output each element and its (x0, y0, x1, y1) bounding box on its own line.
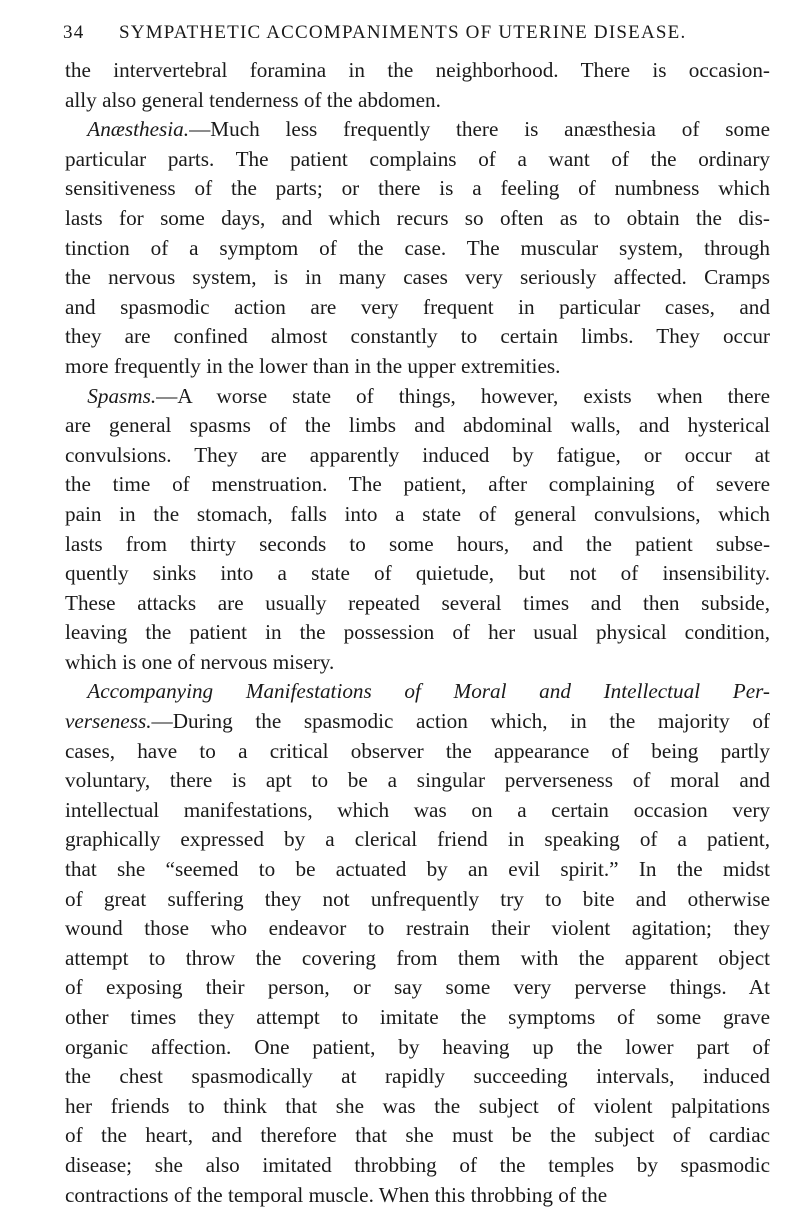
text-line (65, 263, 770, 293)
line-text: sensitiveness of the parts; or there is a feeling of numbness which (65, 176, 770, 201)
line-text: more frequently in the lower than in the upper extremities. (65, 353, 561, 378)
line-text: —A worse state of things, however, exists when there (156, 383, 770, 408)
text-line (65, 470, 770, 500)
line-text: voluntary, there is apt to be a singular perverseness of moral and (65, 768, 770, 793)
text-line (65, 382, 770, 412)
text-line (65, 589, 770, 619)
run-in-heading: Accompanying Manifestations of Moral and Intellectual Per- (87, 679, 770, 704)
text-line (65, 1121, 770, 1151)
line-text: pain in the stomach, falls into a state of general convulsions, which (65, 501, 770, 526)
text-line (65, 234, 770, 264)
text-line (65, 648, 770, 678)
run-in-heading: Anæsthesia. (87, 117, 190, 142)
text-line (65, 559, 770, 589)
line-text: tinction of a symptom of the case. The muscular system, through (65, 235, 770, 260)
run-in-heading: verseness. (65, 709, 152, 734)
page-number: 34 (63, 22, 85, 43)
line-text: convulsions. They are apparently induced by fatigue, or occur at (65, 442, 770, 467)
text-line (65, 322, 770, 352)
line-text: of the heart, and therefore that she must be the subject of cardiac (65, 1123, 770, 1148)
line-text: ally also general tenderness of the abdomen. (65, 87, 441, 112)
text-line (65, 737, 770, 767)
text-line (65, 944, 770, 974)
text-line (65, 677, 770, 707)
run-in-heading: Spasms. (87, 383, 157, 408)
text-line (65, 352, 770, 382)
line-text: These attacks are usually repeated several times and then subside, (65, 590, 770, 615)
text-line (65, 1092, 770, 1122)
body-text (65, 56, 770, 1210)
line-text: the nervous system, is in many cases very seriously affected. Cramps (65, 265, 770, 290)
line-text: other times they attempt to imitate the symptoms of some grave (65, 1005, 770, 1029)
text-line (65, 145, 770, 175)
line-text: wound those who endeavor to restrain their violent agitation; they (65, 916, 770, 941)
running-head (65, 22, 770, 44)
line-text: that she “seemed to be actuated by an evil spirit.” In the midst (65, 857, 770, 882)
text-line (65, 174, 770, 204)
text-line (65, 1062, 770, 1092)
line-text: cases, have to a critical observer the appearance of being partly (65, 738, 770, 763)
line-text: lasts for some days, and which recurs so often as to obtain the dis- (65, 205, 770, 230)
text-line (65, 766, 770, 796)
running-title: SYMPATHETIC ACCOMPANIMENTS OF UTERINE DISEASE. (119, 22, 687, 43)
line-text: the time of menstruation. The patient, after complaining of severe (65, 472, 770, 497)
line-text: they are confined almost constantly to certain limbs. They occur (65, 324, 770, 349)
line-text: graphically expressed by a clerical friend in speaking of a patient, (65, 827, 770, 852)
text-line (65, 825, 770, 855)
book-page (65, 22, 770, 1210)
line-text: lasts from thirty seconds to some hours, and the patient subse- (65, 531, 770, 556)
text-line (65, 1181, 770, 1211)
text-line (65, 530, 770, 560)
line-text: the intervertebral foramina in the neighborhood. There is occasion- (65, 58, 770, 82)
line-text: attempt to throw the covering from them with the apparent object (65, 945, 770, 970)
line-text: leaving the patient in the possession of her usual physical condition, (65, 620, 770, 645)
text-line (65, 411, 770, 441)
text-line (65, 115, 770, 145)
line-text: intellectual manifestations, which was on a certain occasion very (65, 797, 770, 822)
line-text: quently sinks into a state of quietude, but not of insensibility. (65, 561, 770, 586)
text-line (65, 204, 770, 234)
text-line (65, 796, 770, 826)
line-text: of great suffering they not unfrequently try to bite and otherwise (65, 886, 770, 911)
line-text: which is one of nervous misery. (65, 649, 335, 674)
line-text: contractions of the temporal muscle. When this throbbing of the (65, 1182, 608, 1207)
line-text: particular parts. The patient complains of a want of the ordinary (65, 146, 770, 171)
line-text: the chest spasmodically at rapidly succeeding intervals, induced (65, 1064, 770, 1089)
text-line (65, 973, 770, 1003)
text-line (65, 1003, 770, 1033)
text-line (65, 1151, 770, 1181)
line-text: disease; she also imitated throbbing of the temples by spasmodic (65, 1152, 770, 1177)
line-text: organic affection. One patient, by heaving up the lower part of (65, 1034, 770, 1059)
line-text: her friends to think that she was the subject of violent palpitations (65, 1093, 770, 1118)
text-line (65, 441, 770, 471)
line-text: are general spasms of the limbs and abdominal walls, and hysterical (65, 413, 770, 438)
text-line (65, 855, 770, 885)
line-text: and spasmodic action are very frequent in particular cases, and (65, 294, 770, 319)
line-text: —Much less frequently there is anæsthesia of some (189, 117, 770, 142)
text-line (65, 500, 770, 530)
text-line (65, 885, 770, 915)
text-line (65, 293, 770, 323)
text-line (65, 56, 770, 86)
text-line (65, 914, 770, 944)
text-line (65, 618, 770, 648)
line-text: —During the spasmodic action which, in the majority of (151, 709, 770, 734)
line-text: of exposing their person, or say some very perverse things. At (65, 975, 770, 1000)
text-line (65, 86, 770, 116)
text-line (65, 707, 770, 737)
text-line (65, 1033, 770, 1063)
